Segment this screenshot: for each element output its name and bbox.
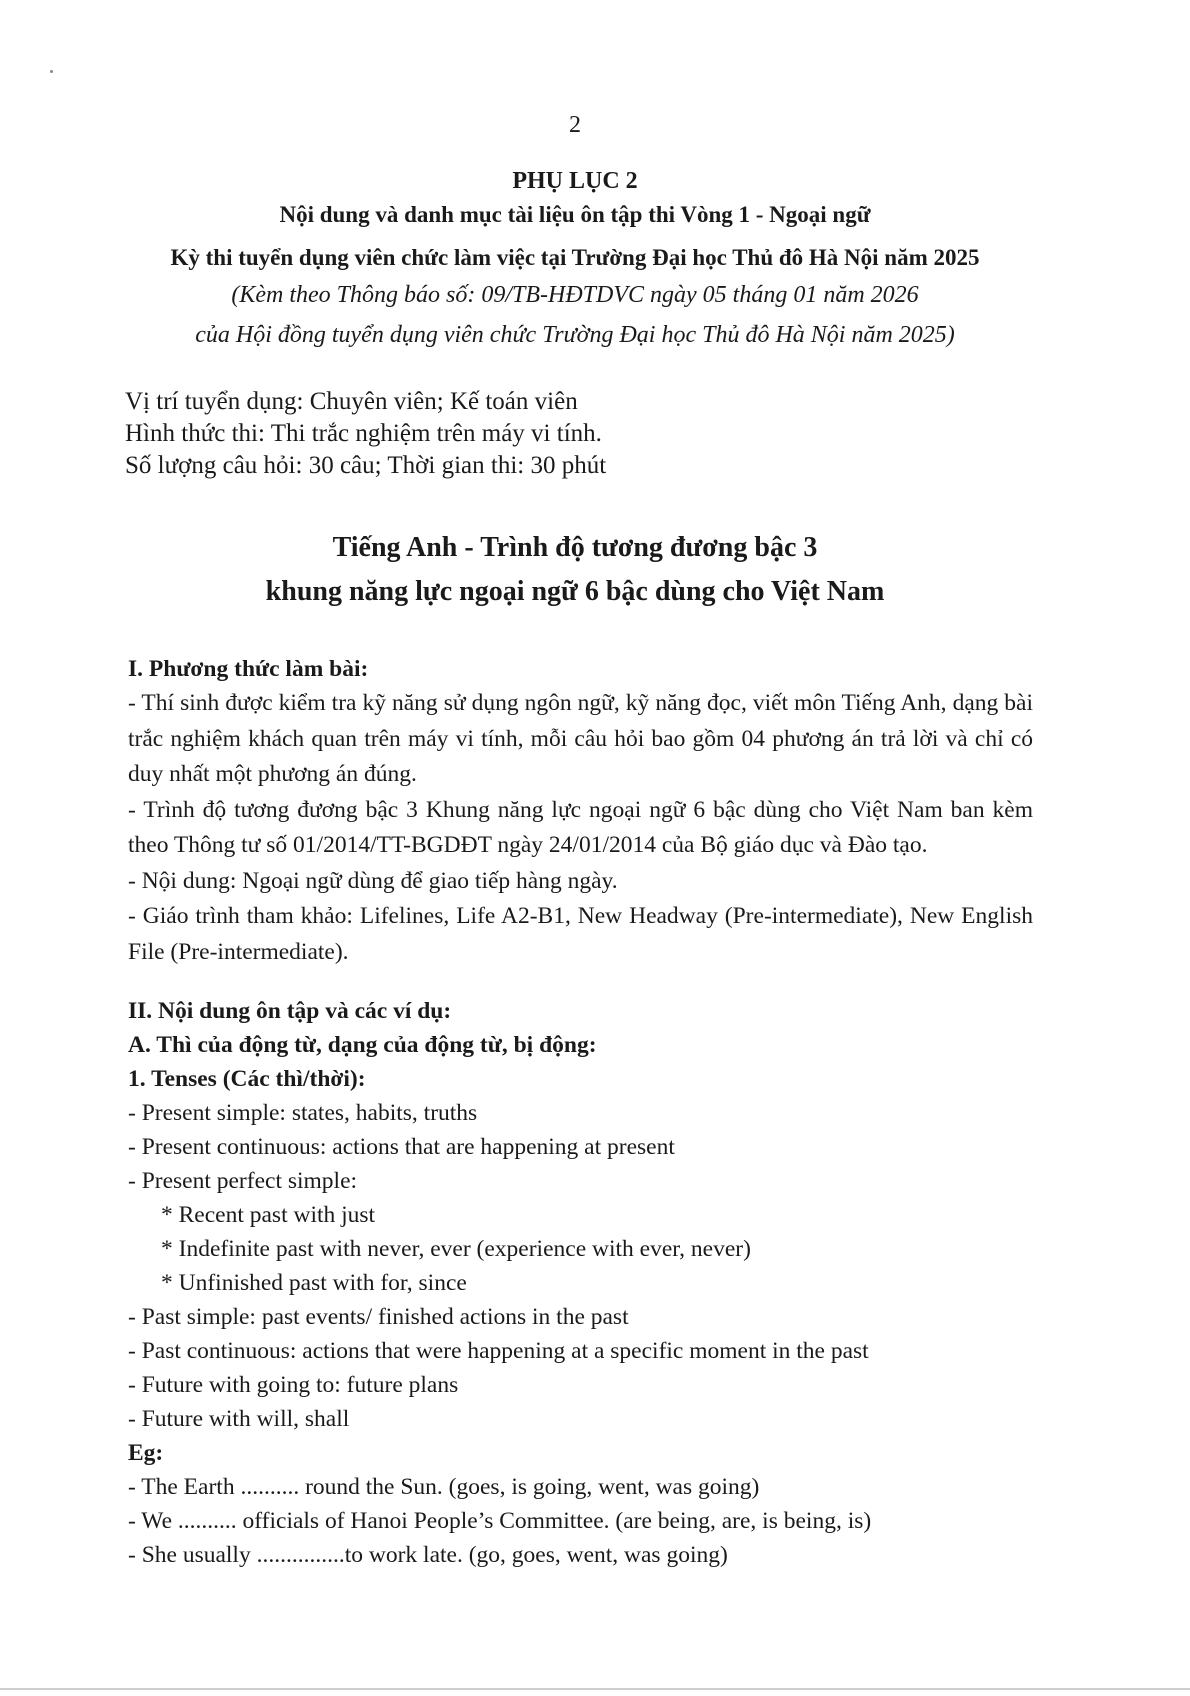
scan-speck: [50, 70, 53, 73]
example-item: - She usually ...............to work late. (go, goes, went, was going): [128, 1542, 728, 1568]
recruitment-position: Vị trí tuyển dụng: Chuyên viên; Kế toán viên: [125, 388, 578, 415]
subject-subtitle: khung năng lực ngoại ngữ 6 bậc dùng cho Việt Nam: [265, 576, 885, 607]
list-item: - Past simple: past events/ finished actions in the past: [128, 1304, 629, 1330]
document-title: Nội dung và danh mục tài liệu ôn tập thi Vòng 1 - Ngoại ngữ: [279, 202, 871, 227]
paragraph: - Trình độ tương đương bậc 3 Khung năng lực ngoại ngữ 6 bậc dùng cho Việt Nam ban kèm theo Thông tư số 01/2014/TT-BGDĐT ngày 24/01/2014 của Bộ giáo dục và Đào tạo.: [128, 796, 1033, 858]
page-number: 2: [569, 112, 581, 138]
subsection-heading: 1. Tenses (Các thì/thời):: [128, 1066, 366, 1092]
section-heading: I. Phương thức làm bài:: [128, 656, 369, 682]
example-item: - The Earth .......... round the Sun. (goes, is going, went, was going): [128, 1474, 760, 1500]
section-method: [128, 652, 1033, 970]
appendix-title: PHỤ LỤC 2: [512, 168, 638, 194]
list-item: * Recent past with just: [161, 1202, 376, 1228]
exam-title: Kỳ thi tuyển dụng viên chức làm việc tại Trường Đại học Thủ đô Hà Nội năm 2025: [170, 245, 980, 270]
list-item: - Future with going to: future plans: [128, 1372, 459, 1398]
subsection-heading: A. Thì của động từ, dạng của động từ, bị động:: [128, 1032, 597, 1058]
question-count: Số lượng câu hỏi: 30 câu; Thời gian thi: 30 phút: [125, 452, 607, 479]
list-item: - Past continuous: actions that were happening at a specific moment in the past: [128, 1338, 869, 1364]
list-item: - Future with will, shall: [128, 1406, 350, 1432]
section-content: [128, 994, 1033, 1572]
list-item: * Indefinite past with never, ever (experience with ever, never): [161, 1236, 751, 1262]
paragraph: - Nội dung: Ngoại ngữ dùng để giao tiếp hàng ngày.: [128, 867, 618, 894]
list-item: * Unfinished past with for, since: [161, 1270, 467, 1296]
list-item: - Present perfect simple:: [128, 1168, 358, 1194]
subject-title: Tiếng Anh - Trình độ tương đương bậc 3: [332, 532, 818, 563]
attachment-note: (Kèm theo Thông báo số: 09/TB-HĐTDVC ngày 05 tháng 01 năm 2026: [231, 282, 919, 308]
example-item: - We .......... officials of Hanoi People’s Committee. (are being, are, is being, is): [128, 1508, 872, 1534]
list-item: - Present continuous: actions that are happening at present: [128, 1134, 675, 1160]
issuer-note: của Hội đồng tuyển dụng viên chức Trường Đại học Thủ đô Hà Nội năm 2025): [195, 322, 955, 348]
scan-edge: [0, 1688, 1190, 1690]
exam-info: [125, 386, 606, 482]
exam-format: Hình thức thi: Thi trắc nghiệm trên máy vi tính.: [125, 420, 602, 447]
section-heading: II. Nội dung ôn tập và các ví dụ:: [128, 998, 452, 1024]
example-label: Eg:: [128, 1440, 164, 1466]
paragraph: - Thí sinh được kiểm tra kỹ năng sử dụng ngôn ngữ, kỹ năng đọc, viết môn Tiếng Anh, dạng bài trắc nghiệm khách quan trên máy vi tính, mỗi câu hỏi bao gồm 04 phương án trả lời và chỉ có duy nhất một phương án đúng.: [128, 690, 1033, 787]
list-item: - Present simple: states, habits, truths: [128, 1100, 478, 1126]
paragraph: - Giáo trình tham khảo: Lifelines, Life A2-B1, New Headway (Pre-intermediate), New English File (Pre-intermediate).: [128, 903, 1033, 965]
